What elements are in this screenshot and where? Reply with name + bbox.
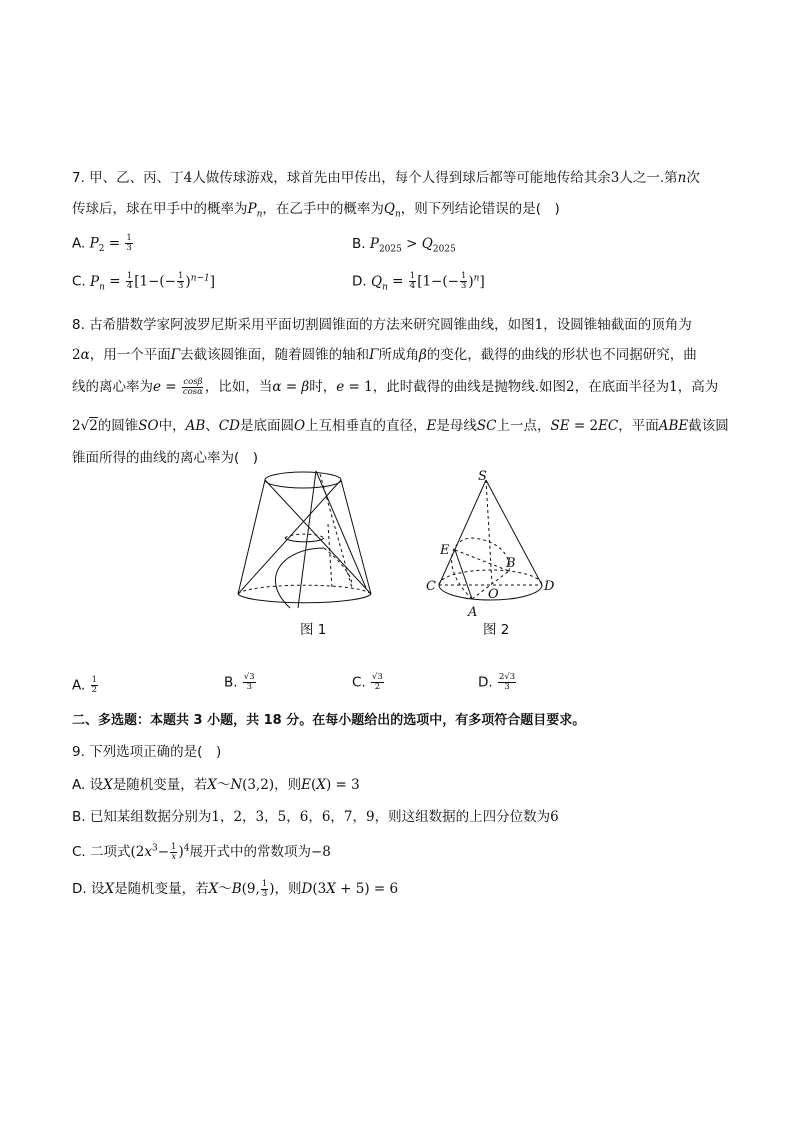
q8-option-b[interactable]: B. $\frac{√3}{3}$ (224, 672, 255, 692)
q7-option-b[interactable]: B. $P_{2025} > Q_{2025}$ (352, 236, 456, 255)
q9-option-a[interactable]: A. 设X是随机变量，若X～N(3,2)，则E(X) = 3 (72, 777, 360, 793)
q8-line1: 8. 古希腊数学家阿波罗尼斯采用平面切割圆锥面的方法来研究圆锥曲线，如图1，设圆锥轴截面的顶角为 (72, 317, 692, 333)
q8-option-a[interactable]: A. $\frac{1}{2}$ (72, 675, 98, 695)
q7-option-c[interactable]: C. $P_n$ = $\frac{1}{4}$ [1−(− $\frac{1}{3}$ )$^{n-1}$] (72, 271, 216, 293)
q7-line2: 传球后，球在甲手中的概率为$P_n$，在乙手中的概率为$Q_n$，则下列结论错误的是( ) (72, 201, 560, 220)
figure-1-caption: 图 1 (300, 622, 327, 638)
q9-stem: 9. 下列选项正确的是( ) (72, 744, 222, 760)
q9-option-b[interactable]: B. 已知某组数据分别为1，2，3，5，6，6，7，9，则这组数据的上四分位数为6 (72, 809, 559, 825)
figure-2-caption: 图 2 (483, 622, 510, 638)
figure-1-double-cone (228, 468, 383, 610)
q8-line4: 2√2的圆锥SO中，AB、CD是底面圆O上互相垂直的直径，E是母线SC上一点，SE = 2EC，平面ABE截该圆 (72, 418, 729, 434)
q8-line5: 锥面所得的曲线的离心率为( ) (72, 450, 259, 466)
fig2-label-a: A (468, 605, 478, 620)
q7-option-a[interactable]: A. $P_2$ = $\frac{1}{3}$ (72, 233, 132, 255)
q9-option-c[interactable]: C. 二项式($2x^3-$ $\frac{1}{x}$ )$^4$展开式中的常数项为−8 (72, 841, 331, 862)
q8-option-d[interactable]: D. $\frac{2√3}{3}$ (478, 672, 516, 692)
q8-line2: 2α，用一个平面Γ去截该圆锥面，随着圆锥的轴和Γ所成角β的变化，截得的曲线的形状也不同据研究，曲 (72, 347, 697, 363)
fig2-label-b: B (506, 556, 516, 571)
figure-2-cone (420, 468, 570, 620)
fig2-label-d: D (544, 579, 555, 594)
fig2-label-e: E (440, 543, 450, 558)
section-2-heading: 二、多选题：本题共 3 小题，共 18 分。在每小题给出的选项中，有多项符合题目要求。 (72, 713, 586, 728)
q8-option-c[interactable]: C. $\frac{√3}{2}$ (352, 672, 383, 692)
q9-option-d[interactable]: D. 设X是随机变量，若X～B(9, $\frac{1}{3}$ )，则D(3X + 5) = 6 (72, 878, 399, 899)
q7-option-d[interactable]: D. $Q_n$ = $\frac{1}{4}$ [1−(− $\frac{1}{3}$ )$^n$] (352, 271, 485, 293)
fig2-label-c: C (426, 579, 436, 594)
fig2-label-s: S (478, 469, 487, 484)
q7-line1: 7. 甲、乙、丙、丁4人做传球游戏，球首先由甲传出，每个人得到球后都等可能地传给其余3人之一.第n次 (72, 170, 700, 186)
fig2-label-o: O (488, 587, 499, 602)
q8-line3: 线的离心率为e = $\frac{\cos\beta}{\cos\alpha}$ ，比如，当α = β时，e = 1，此时截得的曲线是抛物线.如图2，在底面半径为1，高为 (72, 376, 719, 397)
